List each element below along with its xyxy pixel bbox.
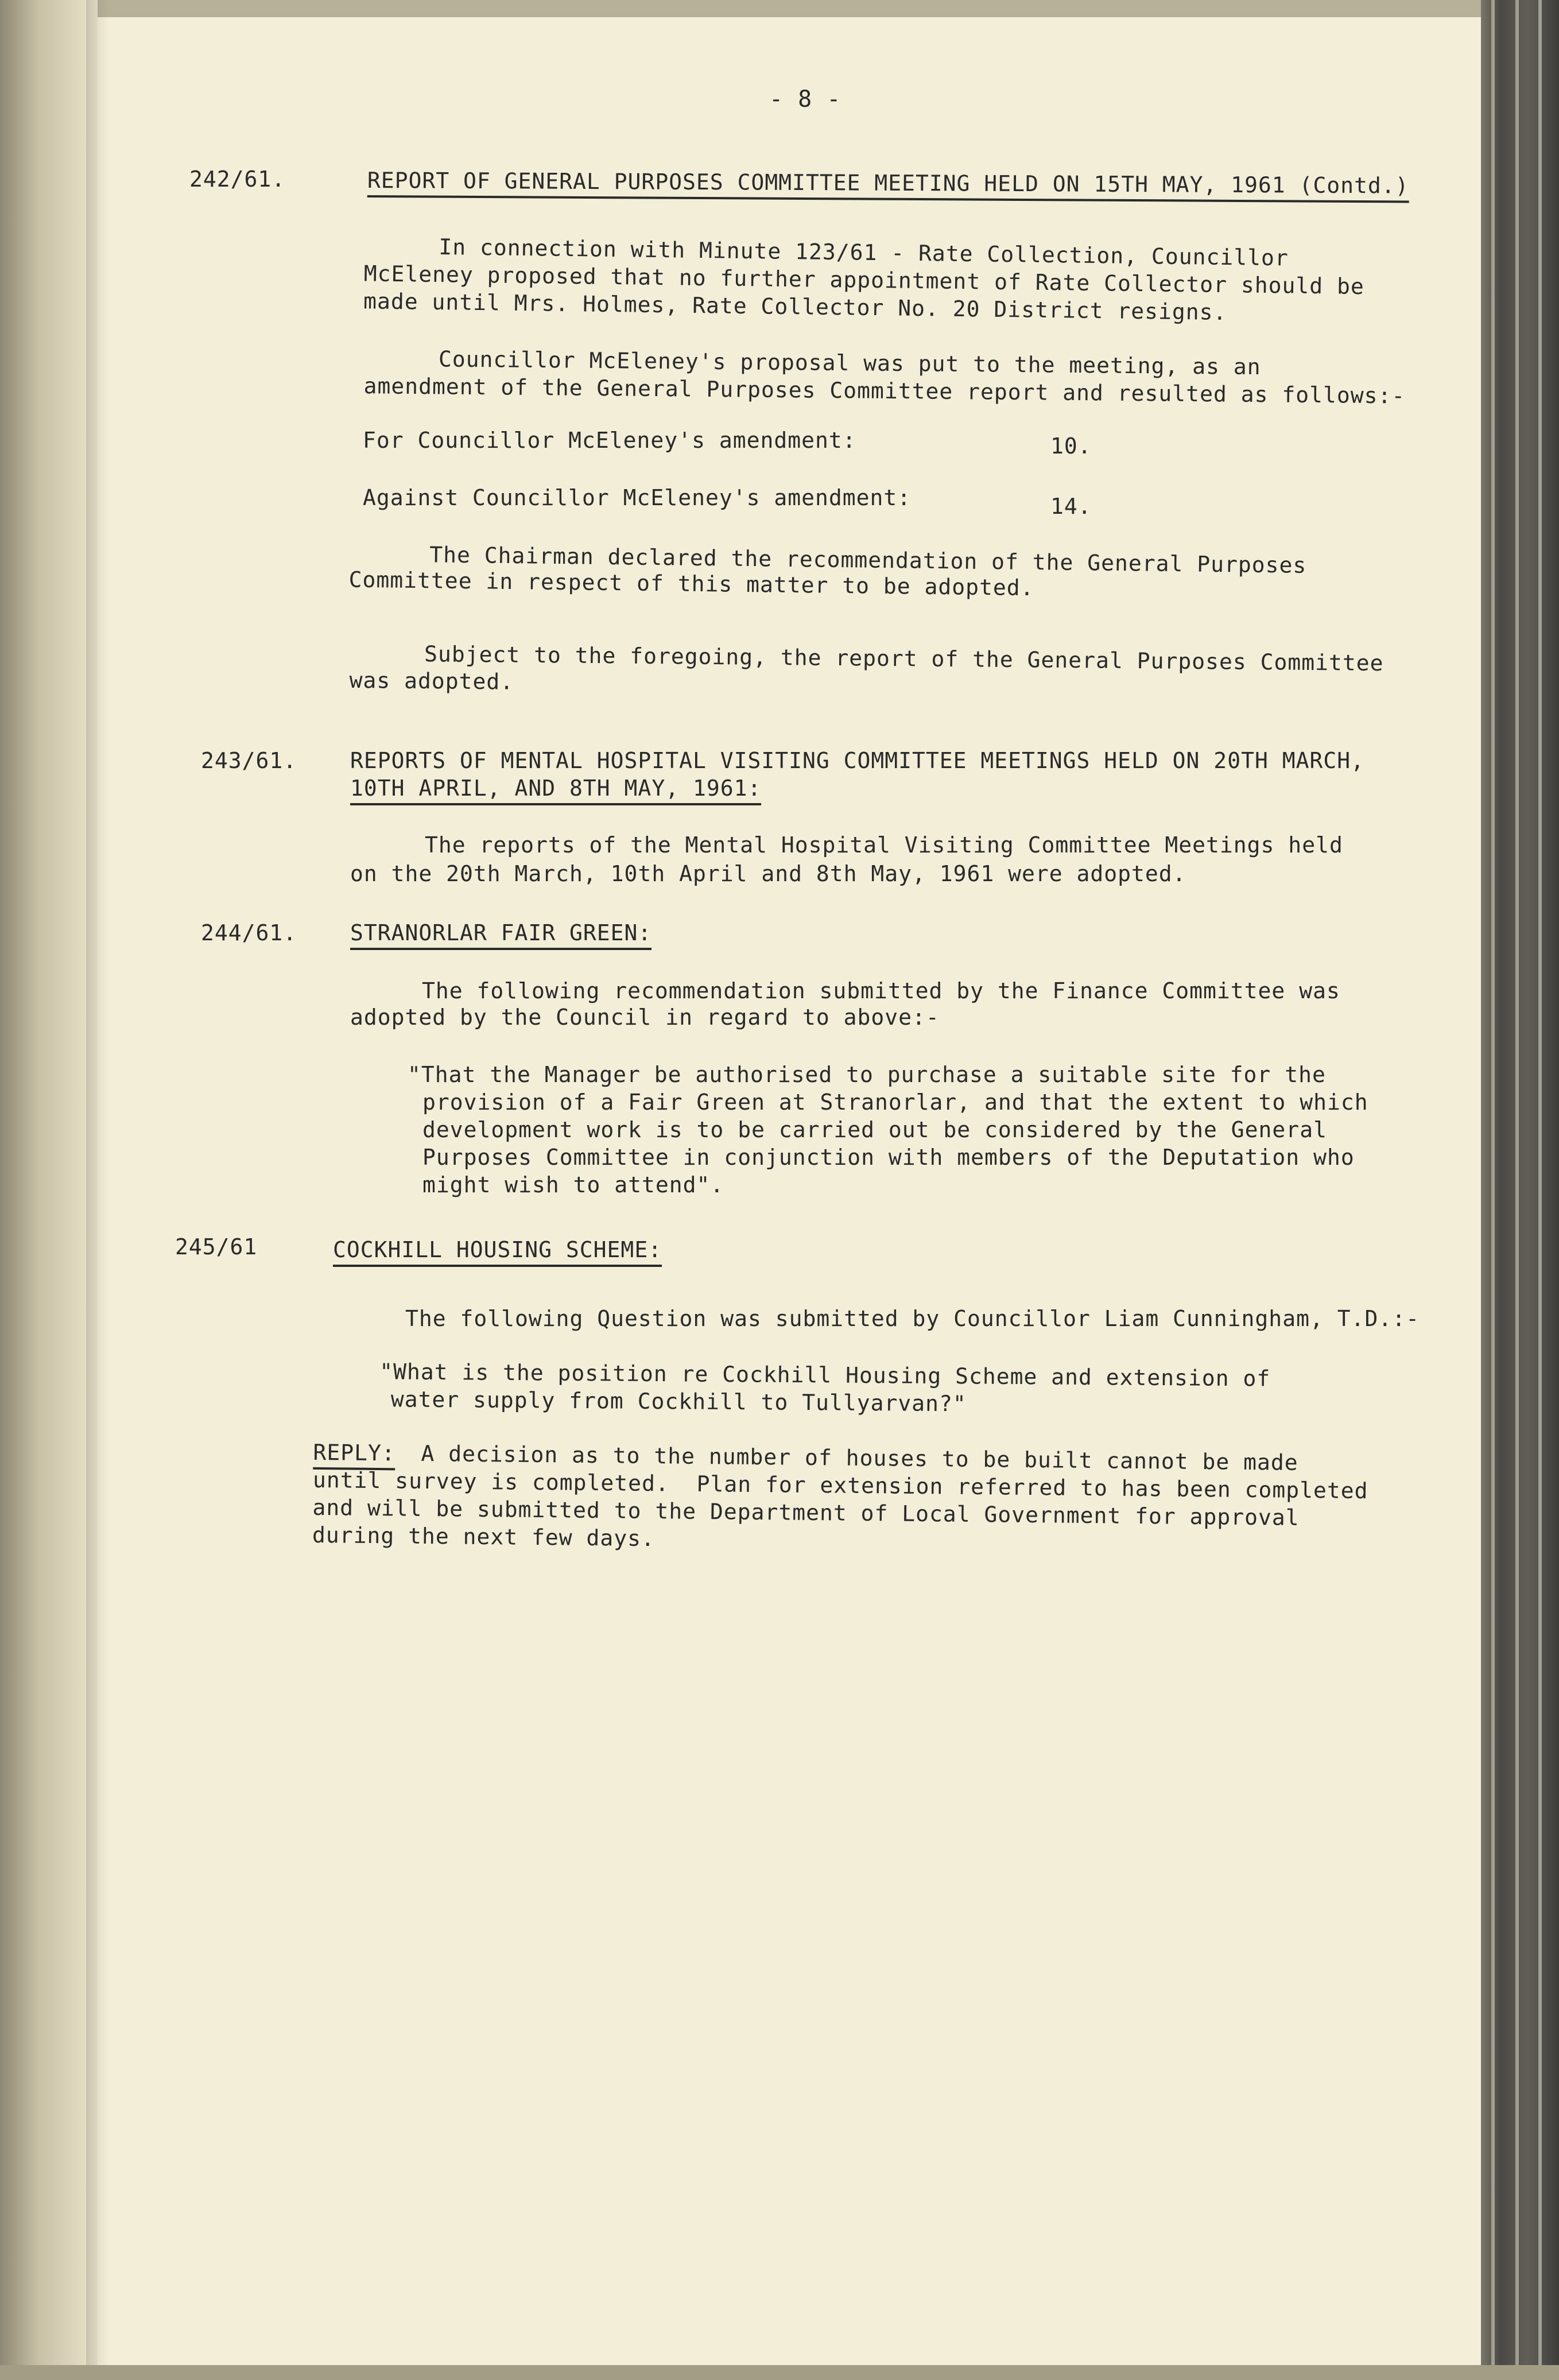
minute-number: 243/61. [201, 748, 297, 773]
text-line: The reports of the Mental Hospital Visiting Committee Meetings held [425, 832, 1343, 858]
minute-heading [367, 168, 1409, 199]
text-line: A decision as to the number of houses to be built cannot be made [421, 1440, 1298, 1475]
vote-label: Against Councillor McEleney's amendment: [363, 485, 912, 510]
text-line: was adopted. [349, 667, 514, 695]
scan-bottom-band [0, 2365, 1559, 2380]
reply-label-text: REPLY: [313, 1440, 395, 1470]
vote-label: For Councillor McEleney's amendment: [363, 428, 856, 453]
minute-heading [333, 1237, 662, 1262]
text-line: "What is the position re Cockhill Housing Scheme and extension of [379, 1359, 1271, 1391]
text-line: amendment of the General Purposes Committee report and resulted as follows:- [363, 373, 1406, 409]
text-line: Committee in respect of this matter to be adopted. [348, 567, 1034, 601]
text-line: In connection with Minute 123/61 - Rate Collection, Councillor [439, 234, 1289, 271]
scan-top-band [0, 0, 1559, 17]
text-line: made until Mrs. Holmes, Rate Collector No. 20 District resigns. [363, 288, 1227, 325]
book-edge [1481, 0, 1559, 2380]
heading-text: REPORT OF GENERAL PURPOSES COMMITTEE MEETING HELD ON 15TH MAY, 1961 (Contd.) [367, 168, 1409, 203]
text-line: until survey is completed. Plan for extension referred to has been completed [312, 1467, 1368, 1504]
minute-heading-line: REPORTS OF MENTAL HOSPITAL VISITING COMMITTEE MEETINGS HELD ON 20TH MARCH, [350, 748, 1364, 773]
text-line: and will be submitted to the Department of Local Government for approval [312, 1494, 1300, 1530]
reply-label [313, 1440, 395, 1466]
edge-line [1515, 0, 1519, 2380]
text-line: The Chairman declared the recommendation of the General Purposes [429, 542, 1307, 578]
page-number: - 8 - [769, 86, 841, 113]
text-line: The following Question was submitted by Councillor Liam Cunningham, T.D.:- [405, 1306, 1420, 1331]
edge-line [1538, 0, 1542, 2380]
text-line: might wish to attend". [422, 1172, 724, 1197]
minute-number: 242/61. [189, 166, 286, 192]
minute-number: 245/61 [175, 1234, 258, 1259]
text-line: during the next few days. [312, 1522, 656, 1552]
heading-text: COCKHILL HOUSING SCHEME: [333, 1237, 662, 1267]
text-line: The following recommendation submitted by the Finance Committee was [422, 978, 1340, 1003]
text-line: water supply from Cockhill to Tullyarvan?" [390, 1386, 967, 1417]
vote-count: 10. [1050, 433, 1092, 459]
heading-text: STRANORLAR FAIR GREEN: [350, 920, 651, 950]
text-line: development work is to be carried out be considered by the General [422, 1117, 1327, 1142]
text-line: McEleney proposed that no further appointment of Rate Collector should be [363, 261, 1365, 300]
text-line: "That the Manager be authorised to purchase a suitable site for the [408, 1062, 1326, 1087]
text-line: Subject to the foregoing, the report of the General Purposes Committee [424, 641, 1384, 676]
text-line: adopted by the Council in regard to above:- [350, 1005, 940, 1030]
minute-number: 244/61. [201, 920, 297, 945]
minute-heading [350, 920, 651, 945]
minute-heading-line [350, 776, 761, 801]
text-line: Councillor McEleney's proposal was put to the meeting, as an [438, 346, 1261, 380]
book-gutter [0, 0, 98, 2380]
text-line: provision of a Fair Green at Stranorlar, and that the extent to which [422, 1090, 1368, 1115]
heading-text: 10TH APRIL, AND 8TH MAY, 1961: [350, 776, 761, 805]
edge-line [1491, 0, 1495, 2380]
text-line: on the 20th March, 10th April and 8th May, 1961 were adopted. [350, 861, 1186, 886]
gutter-shadow [86, 0, 109, 2380]
vote-count: 14. [1050, 494, 1092, 519]
text-line: Purposes Committee in conjunction with members of the Deputation who [422, 1145, 1355, 1170]
